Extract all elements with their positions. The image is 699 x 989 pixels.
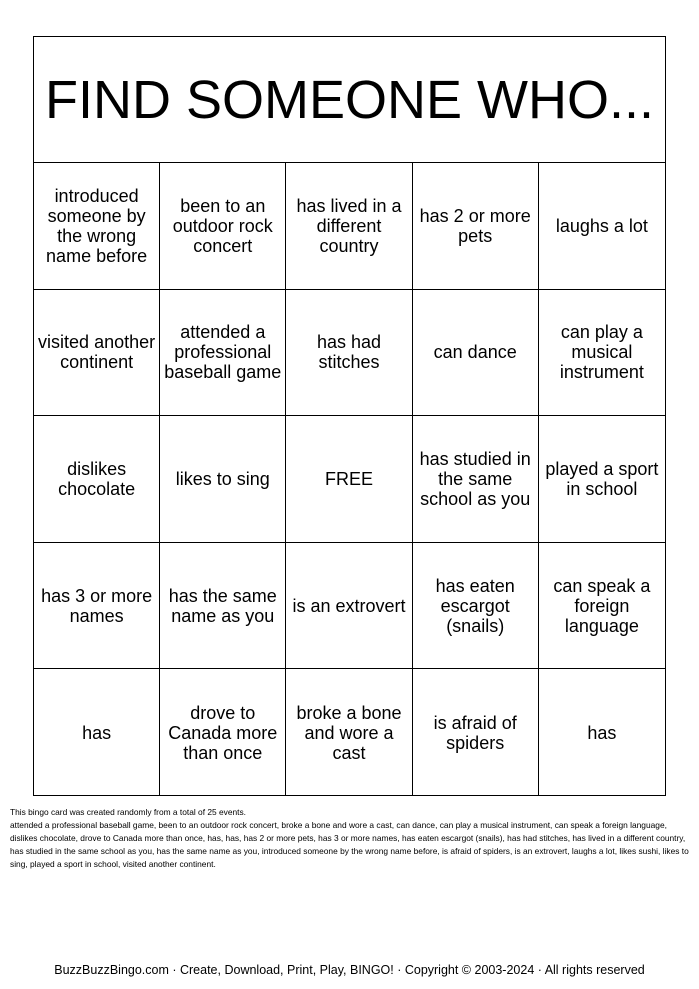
bingo-cell: has the same name as you <box>160 543 286 670</box>
bingo-cell: can dance <box>413 290 539 417</box>
bingo-cell: can speak a foreign language <box>539 543 665 670</box>
bingo-cell: has had stitches <box>286 290 412 417</box>
event-list-note <box>10 806 690 871</box>
bingo-cell: introduced someone by the wrong name before <box>34 163 160 290</box>
bingo-cell: has 2 or more pets <box>413 163 539 290</box>
bingo-cell: broke a bone and wore a cast <box>286 669 412 796</box>
bingo-cell: drove to Canada more than once <box>160 669 286 796</box>
bingo-cell: can play a musical instrument <box>539 290 665 417</box>
bingo-cell: has lived in a different country <box>286 163 412 290</box>
copyright-footer: BuzzBuzzBingo.com · Create, Download, Print, Play, BINGO! · Copyright © 2003-2024 · All rights reserved <box>54 963 645 977</box>
bingo-cell: is an extrovert <box>286 543 412 670</box>
bingo-cell: is afraid of spiders <box>413 669 539 796</box>
bingo-cell: attended a professional baseball game <box>160 290 286 417</box>
bingo-cell: has <box>587 722 617 743</box>
bingo-cell: visited another continent <box>34 290 160 417</box>
bingo-cell: has eaten escargot (snails) <box>413 543 539 670</box>
bingo-cell: likes to sing <box>160 416 286 543</box>
bingo-cell: has 3 or more names <box>34 543 160 670</box>
bingo-cell: dislikes chocolate <box>34 416 160 543</box>
bingo-cell: has <box>34 669 160 796</box>
bingo-cell: has studied in the same school as you <box>413 416 539 543</box>
free-space-cell: FREE <box>286 416 412 543</box>
bingo-card <box>33 36 666 796</box>
event-list: attended a professional baseball game, been to an outdoor rock concert, broke a bone and wore a cast, can dance, can play a musical instrument, can speak a foreign language, dislikes chocolate, drove to Canada more than once, has, has, has 2 or more pets, has 3 or more names, has eaten escargot (snails), has had stitches, has lived in a different country, has studied in the same school as you, has the same name as you, introduced someone by the wrong name before, is afraid of spiders, is an extrovert, laughs a lot, likes sushi, likes to sing, played a sport in school, visited another continent. <box>10 820 689 869</box>
card-origin-note: This bingo card was created randomly from a total of 25 events. <box>10 807 247 817</box>
bingo-cell: laughs a lot <box>539 163 665 290</box>
card-title: FIND SOMEONE WHO... <box>34 37 665 163</box>
bingo-grid <box>34 163 665 796</box>
bingo-cell: been to an outdoor rock concert <box>160 163 286 290</box>
bingo-cell: played a sport in school <box>539 416 665 543</box>
